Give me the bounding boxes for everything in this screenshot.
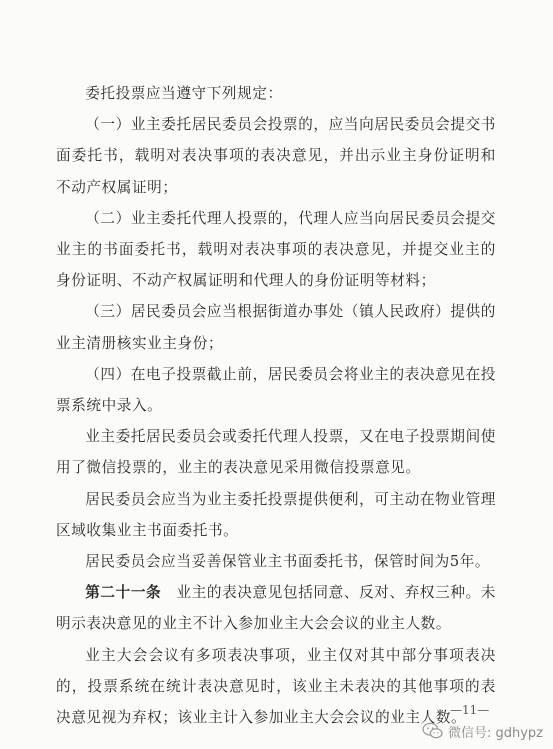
article-body: 业主的表决意见包括同意、反对、弃权三种。未明示表决意见的业主不计入参加业主大会会议的业主人数。: [56, 584, 496, 633]
wechat-icon: [422, 722, 444, 740]
document-body: [56, 78, 496, 733]
paragraph-item-4: （四）在电子投票截止前，居民委员会将业主的表决意见在投票系统中录入。: [56, 365, 496, 415]
wechat-watermark: [422, 719, 543, 743]
paragraph-convenience: 居民委员会应当为业主委托投票提供便利，可主动在物业管理区域收集业主书面委托书。: [56, 490, 496, 539]
paragraph-intro: 委托投票应当遵守下列规定：: [85, 85, 283, 102]
paragraph-item-3: （三）居民委员会应当根据街道办事处（镇人民政府）提供的业主清册核实业主身份；: [56, 303, 496, 352]
paragraph-multi-items: 业主大会会议有多项表决事项，业主仅对其中部分事项表决的，投票系统在统计表决意见时，该业主未表决的其他事项的表决意见视为弃权；该业主计入参加业主大会会议的业主人数。: [56, 646, 496, 727]
watermark-text: 微信号: gdhypz: [447, 725, 543, 741]
page-number: —11—: [450, 703, 490, 717]
paragraph-item-2: （二）业主委托代理人投票的，代理人应当向居民委员会提交业主的书面委托书，载明对表决事项的表决意见，并提交业主的身份证明、不动产权属证明和代理人的身份证明等材料；: [56, 209, 496, 290]
paragraph-retention: 居民委员会应当妥善保管业主书面委托书，保管时间为5年。: [85, 553, 491, 571]
paragraph-wechat-vote: 业主委托居民委员会或委托代理人投票，又在电子投票期间使用了微信投票的，业主的表决意见采用微信投票意见。: [56, 428, 496, 477]
paragraph-article-21: [56, 577, 496, 639]
article-heading: 第二十一条: [85, 584, 162, 602]
paragraph-item-1: （一）业主委托居民委员会投票的，应当向居民委员会提交书面委托书，载明对表决事项的表决意见，并出示业主身份证明和不动产权属证明；: [56, 116, 496, 196]
